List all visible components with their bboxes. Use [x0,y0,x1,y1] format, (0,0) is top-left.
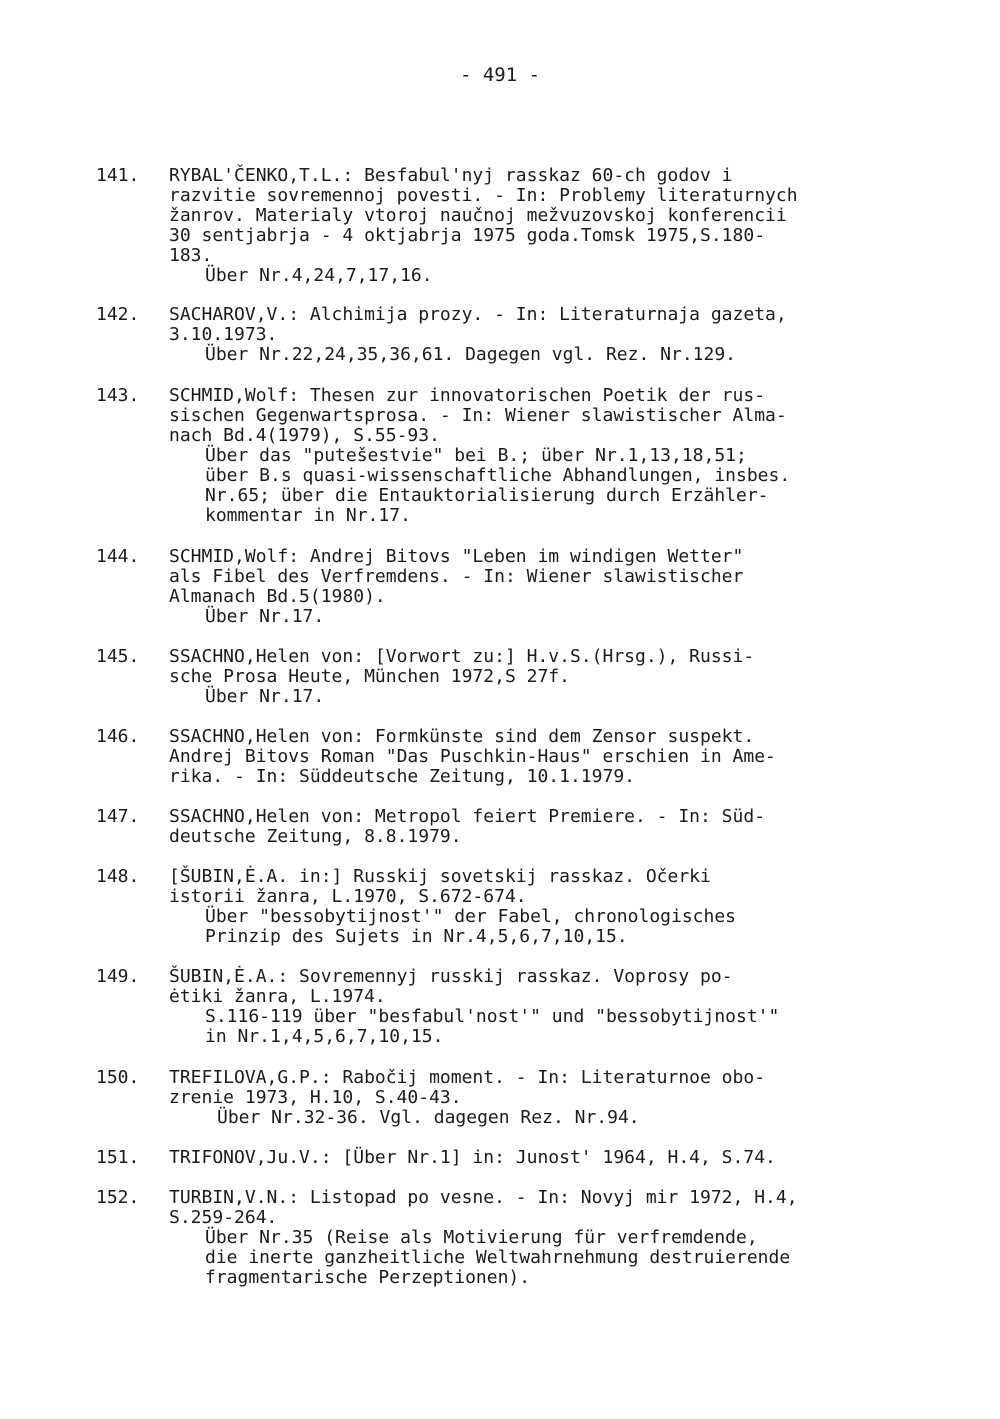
entry-line: ėtiki žanra, L.1974. [169,986,386,1007]
entry-line: TRIFONOV,Ju.V.: [Über Nr.1] in: Junost' 1964, H.4, S.74. [169,1147,776,1168]
entry-line: SCHMID,Wolf: Thesen zur innovatorischen Poetik der rus- [169,385,766,406]
entry-note: Über "bessobytijnost'" der Fabel, chronologisches [205,906,737,927]
entry-number: 147. [96,806,140,827]
entry-line: razvitie sovremennoj povesti. - In: Problemy literaturnych [169,185,798,206]
entry-note: Prinzip des Sujets in Nr.4,5,6,7,10,15. [205,926,628,947]
entry-number: 149. [96,966,140,987]
entry-number: 144. [96,546,140,567]
entry-line: SCHMID,Wolf: Andrej Bitovs "Leben im windigen Wetter" [169,546,744,567]
entry-line: als Fibel des Verfremdens. - In: Wiener slawistischer [169,566,744,587]
entry-note: über B.s quasi-wissenschaftliche Abhandlungen, insbes. [205,465,791,486]
entry-line: Almanach Bd.5(1980). [169,586,386,607]
entry-number: 142. [96,304,140,325]
entry-line: TURBIN,V.N.: Listopad po vesne. - In: Novyj mir 1972, H.4, [169,1187,798,1208]
entry-number: 146. [96,726,140,747]
entry-line: 3.10.1973. [169,324,278,345]
entry-note: S.116-119 über "besfabul'nost'" und "bessobytijnost'" [205,1006,780,1027]
entry-number: 143. [96,385,140,406]
entry-number: 145. [96,646,140,667]
entry-line: SSACHNO,Helen von: Formkünste sind dem Zensor suspekt. [169,726,755,747]
entry-line: [ŠUBIN,Ė.A. in:] Russkij sovetskij rasskaz. Očerki [169,866,711,887]
entry-line: SSACHNO,Helen von: [Vorwort zu:] H.v.S.(Hrsg.), Russi- [169,646,755,667]
entry-note: Über Nr.35 (Reise als Motivierung für verfremdende, [205,1227,758,1248]
entry-note: Über Nr.32-36. Vgl. dagegen Rez. Nr.94. [217,1107,640,1128]
entry-line: RYBAL'ČENKO,T.L.: Besfabul'nyj rasskaz 60-ch godov i [169,165,733,186]
entry-line: TREFILOVA,G.P.: Rabočij moment. - In: Literaturnoe obo- [169,1067,766,1088]
entry-line: SSACHNO,Helen von: Metropol feiert Premiere. - In: Süd- [169,806,766,827]
entry-line: istorii žanra, L.1970, S.672-674. [169,886,527,907]
entry-note: Über Nr.17. [205,686,325,707]
entry-line: sischen Gegenwartsprosa. - In: Wiener slawistischer Alma- [169,405,787,426]
entry-line: SACHAROV,V.: Alchimija prozy. - In: Literaturnaja gazeta, [169,304,787,325]
entry-number: 141. [96,165,140,186]
entry-note: die inerte ganzheitliche Weltwahrnehmung destruierende [205,1247,791,1268]
entry-line: rika. - In: Süddeutsche Zeitung, 10.1.1979. [169,766,635,787]
entry-line: ŠUBIN,Ė.A.: Sovremennyj russkij rasskaz. Voprosy po- [169,966,733,987]
entry-note: kommentar in Nr.17. [205,505,411,526]
entry-note: Über das "putešestvie" bei B.; über Nr.1,13,18,51; [205,445,747,466]
entry-number: 148. [96,866,140,887]
entry-line: žanrov. Materialy vtoroj naučnoj mežvuzovskoj konferencii [169,205,787,226]
entry-line: deutsche Zeitung, 8.8.1979. [169,826,462,847]
entry-note: Über Nr.4,24,7,17,16. [205,265,433,286]
entry-line: 30 sentjabrja - 4 oktjabrja 1975 goda.Tomsk 1975,S.180- [169,225,766,246]
entry-number: 151. [96,1147,140,1168]
entry-line: zrenie 1973, H.10, S.40-43. [169,1087,462,1108]
entry-line: S.259-264. [169,1207,278,1228]
entry-note: fragmentarische Perzeptionen). [205,1267,531,1288]
entry-line: Andrej Bitovs Roman "Das Puschkin-Haus" erschien in Ame- [169,746,776,767]
page-number: - 491 - [459,64,541,86]
entry-note: in Nr.1,4,5,6,7,10,15. [205,1026,444,1047]
entry-line: sche Prosa Heute, München 1972,S 27f. [169,666,570,687]
entry-line: nach Bd.4(1979), S.55-93. [169,425,440,446]
entry-note: Nr.65; über die Entauktorialisierung durch Erzähler- [205,485,769,506]
entry-note: Über Nr.17. [205,606,325,627]
entry-number: 150. [96,1067,140,1088]
entry-number: 152. [96,1187,140,1208]
entry-note: Über Nr.22,24,35,36,61. Dagegen vgl. Rez. Nr.129. [205,344,737,365]
entry-line: 183. [169,245,213,266]
